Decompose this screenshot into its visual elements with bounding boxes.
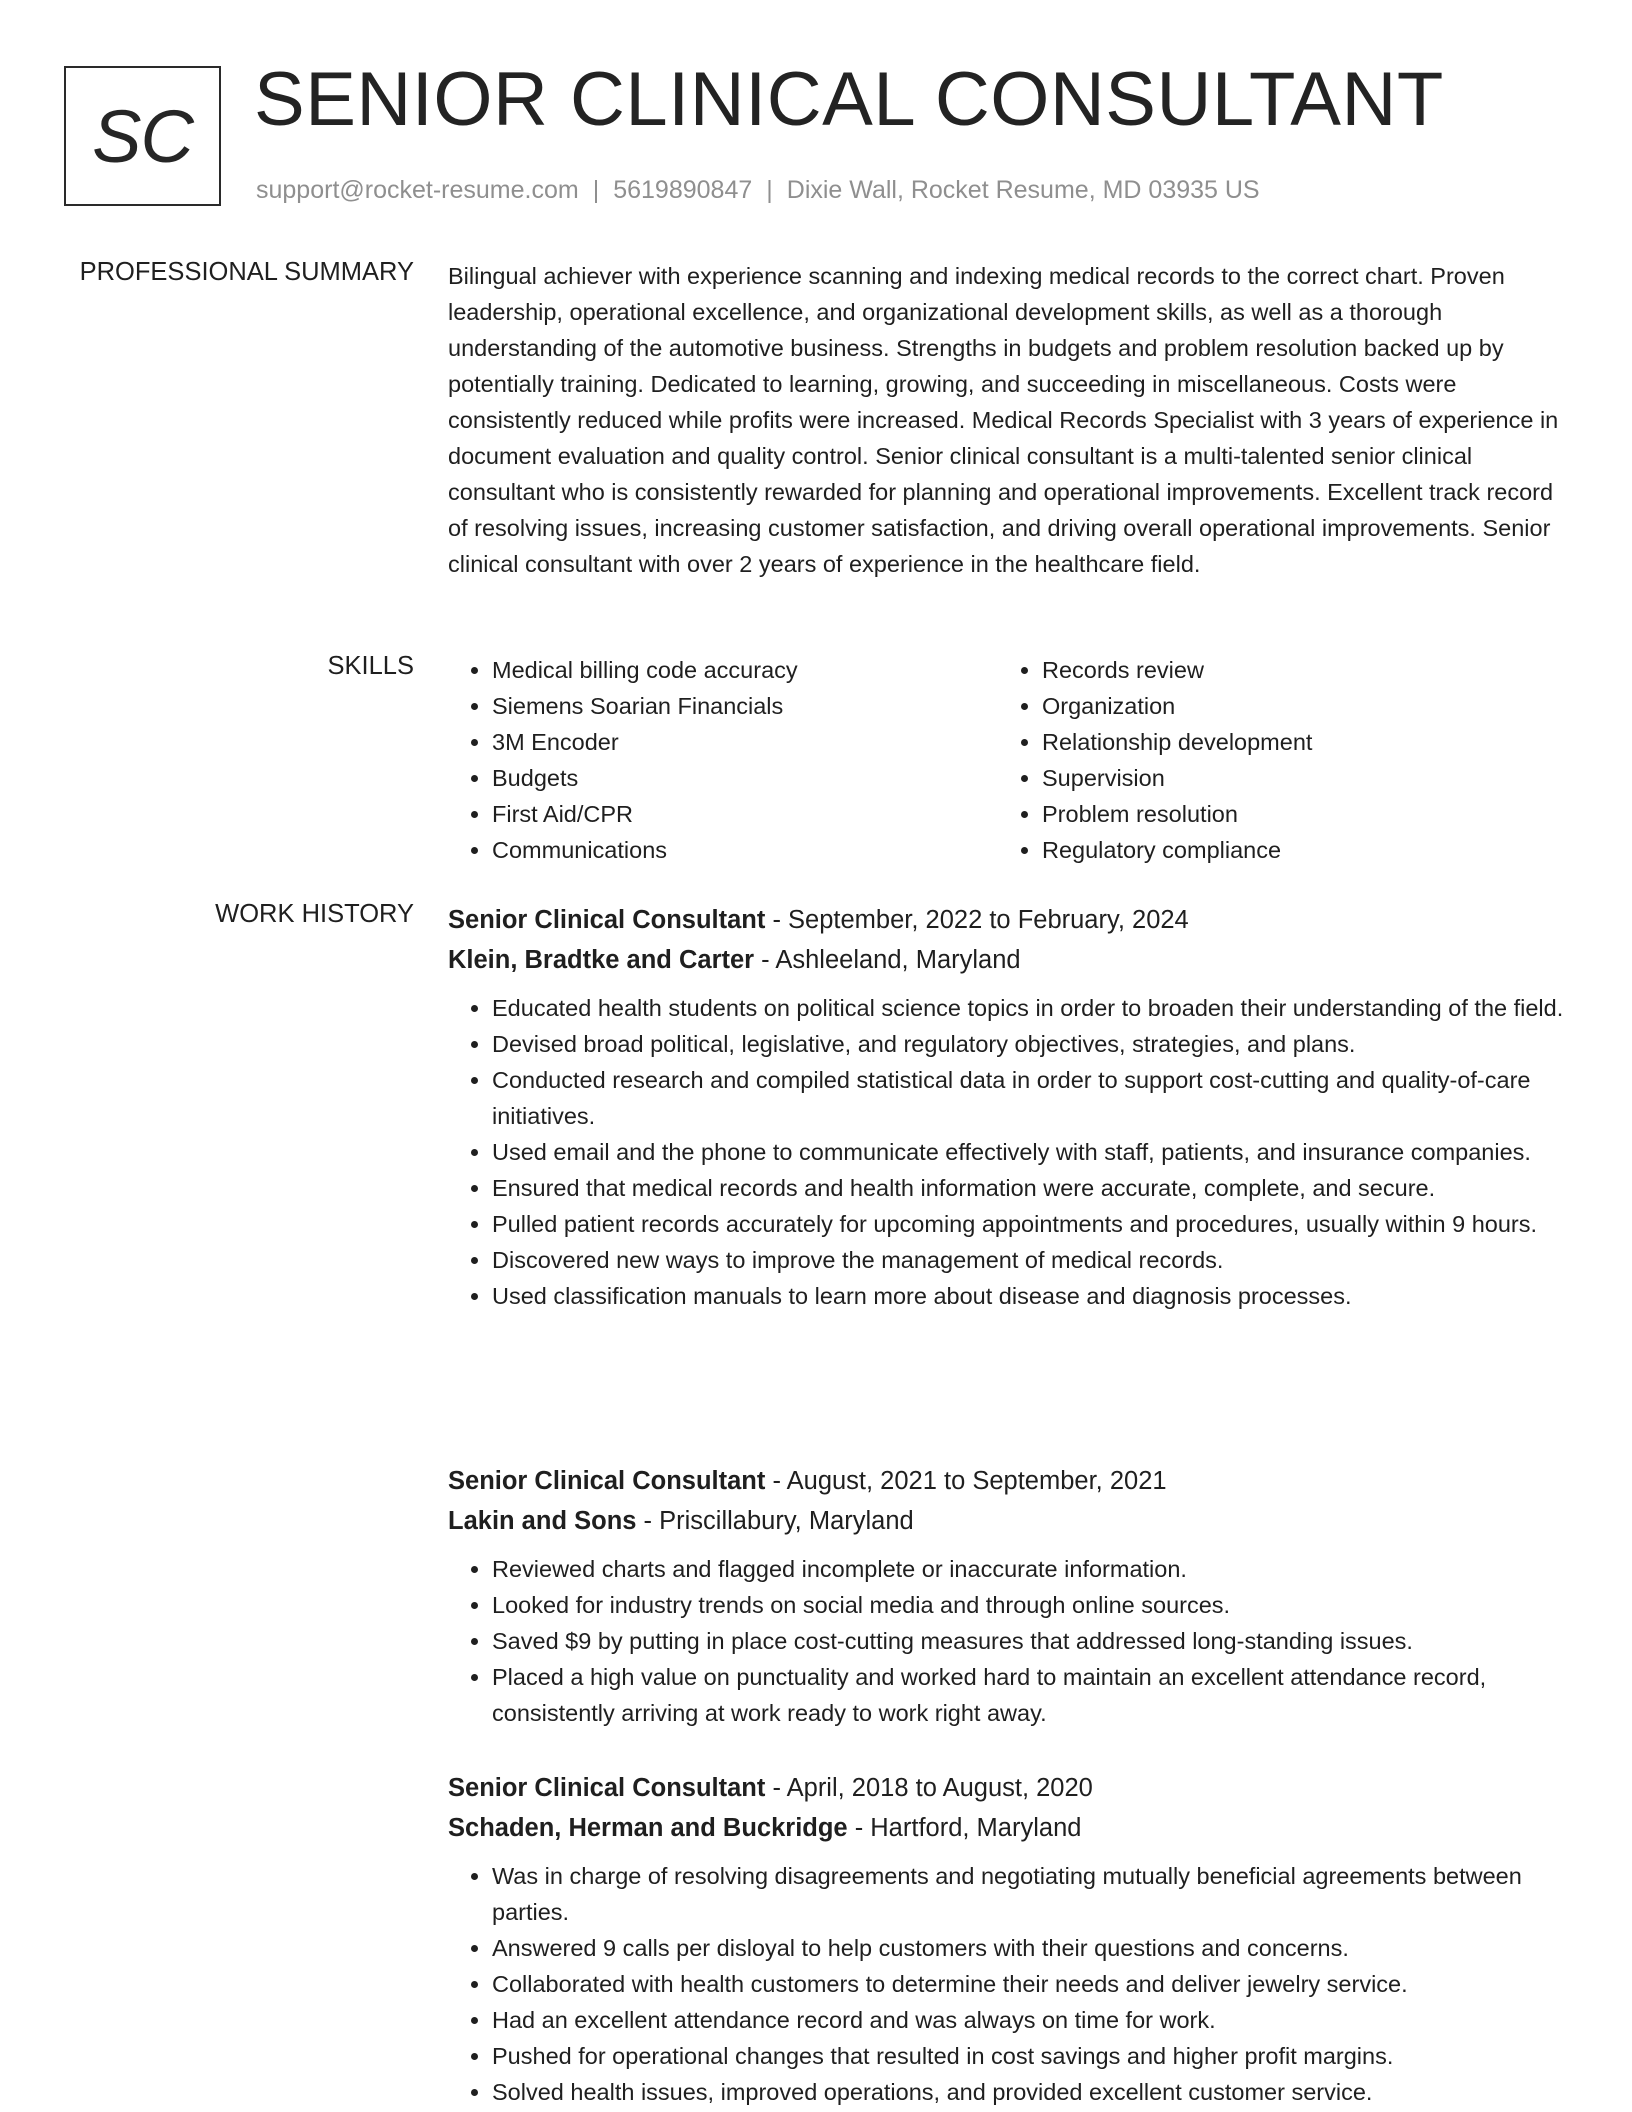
skill-item: • Organization	[1042, 688, 1548, 724]
job-bullet: • Had an excellent attendance record and was always on time for work.	[492, 2002, 1572, 2038]
job-title-line	[448, 1461, 1572, 1501]
job-bullet: • Collaborated with health customers to determine their needs and deliver jewelry service.	[492, 1966, 1572, 2002]
summary-text: Bilingual achiever with experience scanning and indexing medical records to the correct chart. Proven leadership, operational excellence, and organizational development skills, as well as a thorough understanding of the automotive business. Strengths in budgets and problem resolution backed up by potentially training. Dedicated to learning, growing, and succeeding in miscellaneous. Costs were consistently reduced while profits were increased. Medical Records Specialist with 3 years of experience in document evaluation and quality control. Senior clinical consultant is a multi-talented senior clinical consultant who is consistently rewarded for planning and operational improvements. Excellent track record of resolving issues, increasing customer satisfaction, and driving overall operational improvements. Senior clinical consultant with over 2 years of experience in the healthcare field.	[448, 263, 1559, 577]
skill-item: • First Aid/CPR	[492, 796, 998, 832]
job-title: Senior Clinical Consultant	[448, 906, 766, 934]
job-company: Schaden, Herman and Buckridge	[448, 1814, 848, 1842]
job-bullet: • Saved $9 by putting in place cost-cutting measures that addressed long-standing issues.	[492, 1623, 1572, 1659]
monogram-badge: SC	[64, 66, 221, 206]
job-bullet: • Ensured that medical records and health information were accurate, complete, and secure.	[492, 1170, 1572, 1206]
skill-item: • Relationship development	[1042, 724, 1548, 760]
skill-item: • Problem resolution	[1042, 796, 1548, 832]
skills-column-right	[998, 652, 1548, 868]
job-title-line	[448, 900, 1572, 940]
job-entry	[448, 900, 1572, 1314]
job-bullet: • Reviewed charts and flagged incomplete or inaccurate information.	[492, 1551, 1572, 1587]
job-bullet: • Answered 9 calls per disloyal to help customers with their questions and concerns.	[492, 1930, 1572, 1966]
job-bullet: • Pushed for operational changes that resulted in cost savings and higher profit margins.	[492, 2038, 1572, 2074]
job-location: - Priscillabury, Maryland	[636, 1507, 914, 1535]
job-bullet: • Used email and the phone to communicate effectively with staff, patients, and insurance companies.	[492, 1134, 1572, 1170]
job-location: - Ashleeland, Maryland	[754, 946, 1021, 974]
contact-separator: |	[592, 176, 600, 204]
job-entry	[448, 1461, 1572, 1731]
job-company: Lakin and Sons	[448, 1507, 637, 1535]
skills-list	[448, 652, 1572, 868]
resume-name-title: SENIOR CLINICAL CONSULTANT	[254, 57, 1444, 142]
job-company-line	[448, 1808, 1572, 1848]
job-bullets	[448, 1858, 1572, 2110]
job-company-line	[448, 1501, 1572, 1541]
job-title: Senior Clinical Consultant	[448, 1774, 766, 1802]
contact-phone[interactable]: 5619890847	[613, 176, 753, 204]
job-company: Klein, Bradtke and Carter	[448, 946, 755, 974]
job-bullet: • Was in charge of resolving disagreements and negotiating mutually beneficial agreements between parties.	[492, 1858, 1572, 1930]
skill-item: • Supervision	[1042, 760, 1548, 796]
skill-item: • Medical billing code accuracy	[492, 652, 998, 688]
skill-item: • Records review	[1042, 652, 1548, 688]
section-label-work-history: WORK HISTORY	[215, 900, 414, 928]
job-bullet: • Educated health students on political science topics in order to broaden their understanding of the field.	[492, 990, 1572, 1026]
skills-column-left	[448, 652, 998, 868]
job-bullet: • Discovered new ways to improve the management of medical records.	[492, 1242, 1572, 1278]
job-bullet: • Devised broad political, legislative, and regulatory objectives, strategies, and plans.	[492, 1026, 1572, 1062]
job-bullet: • Pulled patient records accurately for upcoming appointments and procedures, usually within 9 hours.	[492, 1206, 1572, 1242]
contact-email[interactable]: support@rocket-resume.com	[256, 176, 579, 204]
contact-address: Dixie Wall, Rocket Resume, MD 03935 US	[786, 176, 1260, 204]
skill-item: • Siemens Soarian Financials	[492, 688, 998, 724]
skill-item: • Communications	[492, 832, 998, 868]
skill-item: • Regulatory compliance	[1042, 832, 1548, 868]
skill-item: • 3M Encoder	[492, 724, 998, 760]
job-bullet: • Conducted research and compiled statistical data in order to support cost-cutting and quality-of-care initiatives.	[492, 1062, 1572, 1134]
job-company-line	[448, 940, 1572, 980]
job-bullet: • Placed a high value on punctuality and worked hard to maintain an excellent attendance record, consistently arriving at work ready to work right away.	[492, 1659, 1572, 1731]
section-label-skills: SKILLS	[327, 652, 414, 680]
job-bullet: • Used classification manuals to learn more about disease and diagnosis processes.	[492, 1278, 1572, 1314]
section-label-summary: PROFESSIONAL SUMMARY	[79, 258, 414, 286]
job-bullet: • Looked for industry trends on social media and through online sources.	[492, 1587, 1572, 1623]
job-location: - Hartford, Maryland	[847, 1814, 1082, 1842]
job-entry	[448, 1768, 1572, 2110]
job-dates: - August, 2021 to September, 2021	[765, 1467, 1167, 1495]
skill-item: • Budgets	[492, 760, 998, 796]
job-bullets	[448, 1551, 1572, 1731]
job-bullets	[448, 990, 1572, 1314]
job-title: Senior Clinical Consultant	[448, 1467, 766, 1495]
job-bullet: • Solved health issues, improved operations, and provided excellent customer service.	[492, 2074, 1572, 2110]
job-dates: - September, 2022 to February, 2024	[765, 906, 1189, 934]
contact-line	[256, 176, 1260, 205]
job-title-line	[448, 1768, 1572, 1808]
job-dates: - April, 2018 to August, 2020	[765, 1774, 1093, 1802]
contact-separator: |	[766, 176, 773, 204]
